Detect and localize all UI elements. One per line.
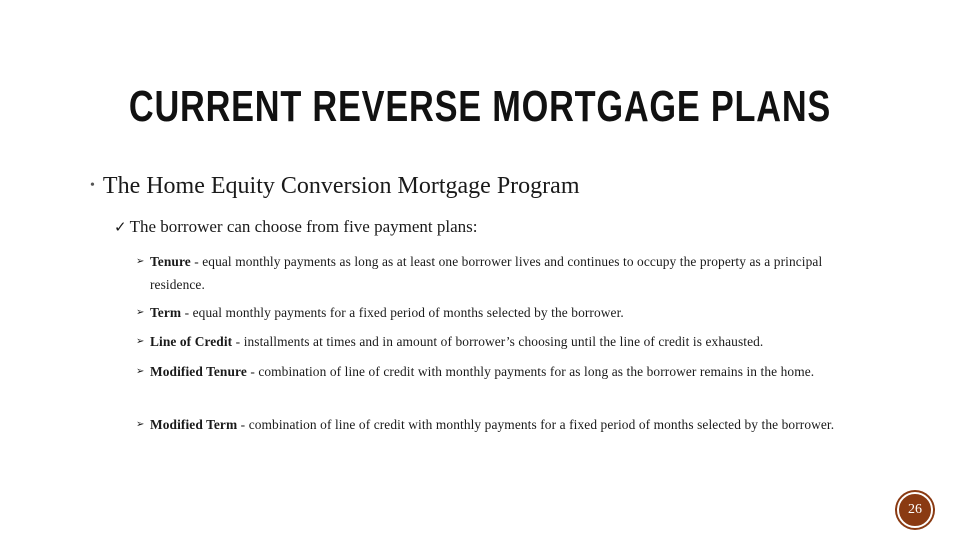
plan-item-term xyxy=(136,301,846,324)
page-number-badge: 26 xyxy=(897,492,933,528)
arrow-bullet-icon: ➢ xyxy=(136,307,145,318)
plan-term: Term xyxy=(150,305,182,320)
plan-description: - installments at times and in amount of borrower’s choosing until the line of credit is exhausted. xyxy=(232,334,764,349)
arrow-bullet-icon: ➢ xyxy=(136,419,145,430)
sub-bullet xyxy=(114,217,477,237)
plan-item-line-of-credit xyxy=(136,330,846,353)
plan-description: - combination of line of credit with monthly payments for a fixed period of months selected by the borrower. xyxy=(237,417,835,432)
checkmark-icon: ✓ xyxy=(114,218,127,236)
plan-item-tenure xyxy=(136,250,846,296)
plan-item-modified-tenure xyxy=(136,360,846,383)
plan-item-modified-term xyxy=(136,413,846,436)
arrow-bullet-icon: ➢ xyxy=(136,256,145,267)
plan-term: Modified Tenure xyxy=(150,364,247,379)
sub-bullet-text: The borrower can choose from five payment plans: xyxy=(129,217,478,236)
plan-description: - equal monthly payments as long as at least one borrower lives and continues to occupy the property as a principal residence. xyxy=(150,254,823,292)
bullet-icon: • xyxy=(90,178,95,193)
plan-description: - equal monthly payments for a fixed period of months selected by the borrower. xyxy=(181,305,624,320)
main-bullet xyxy=(90,173,579,200)
plan-description: - combination of line of credit with monthly payments for as long as the borrower remains in the home. xyxy=(246,364,815,379)
arrow-bullet-icon: ➢ xyxy=(136,366,145,377)
main-bullet-text: The Home Equity Conversion Mortgage Program xyxy=(102,173,580,199)
plan-term: Tenure xyxy=(150,254,191,269)
plan-term: Modified Term xyxy=(150,417,238,432)
plan-term: Line of Credit xyxy=(150,334,233,349)
arrow-bullet-icon: ➢ xyxy=(136,336,145,347)
slide-title: CURRENT REVERSE MORTGAGE PLANS xyxy=(128,82,832,131)
